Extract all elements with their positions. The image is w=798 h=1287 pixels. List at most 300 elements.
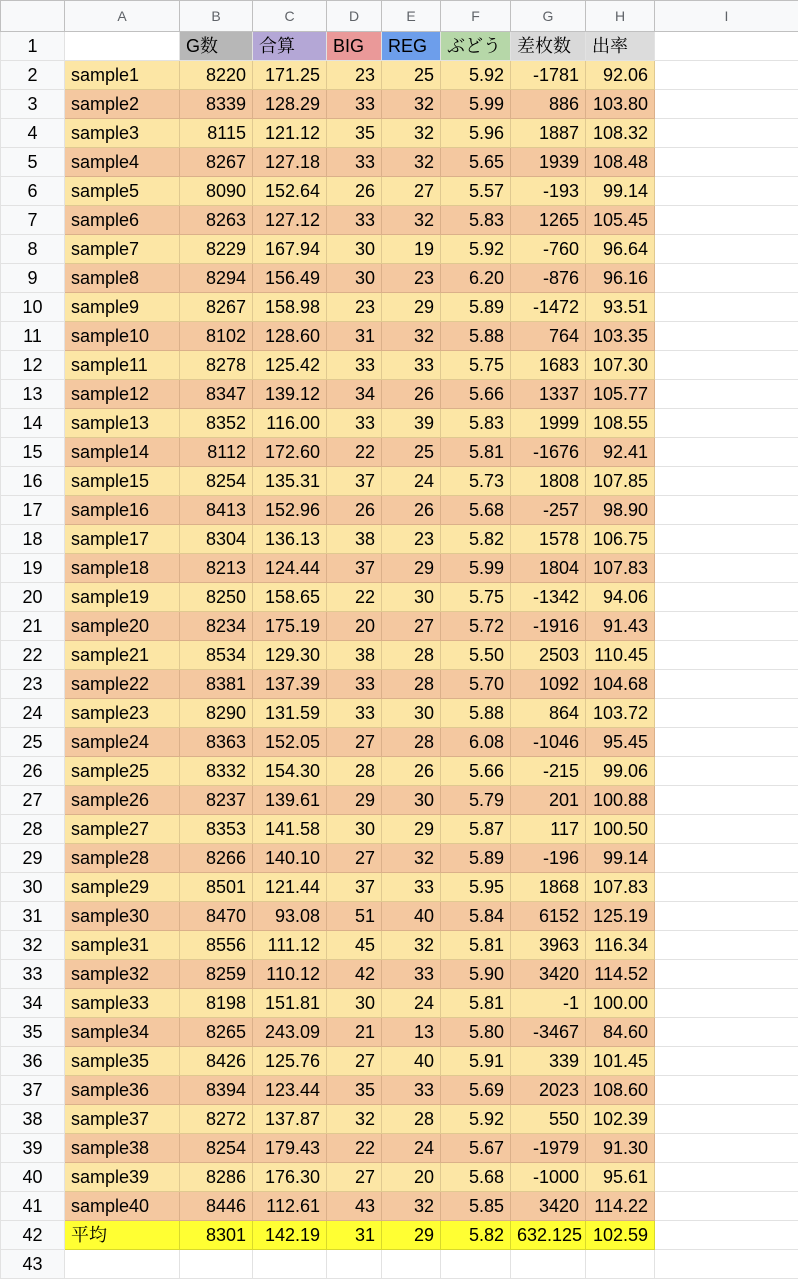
cell-payout[interactable]: 104.68 bbox=[586, 670, 655, 699]
cell-total[interactable]: 179.43 bbox=[253, 1134, 327, 1163]
cell-empty[interactable] bbox=[655, 641, 798, 670]
cell-empty[interactable] bbox=[655, 1192, 798, 1221]
cell-budou[interactable]: 5.68 bbox=[441, 1163, 511, 1192]
cell-payout[interactable]: 108.48 bbox=[586, 148, 655, 177]
cell-g-count[interactable]: 8556 bbox=[180, 931, 253, 960]
cell-total[interactable]: 137.39 bbox=[253, 670, 327, 699]
cell-difference[interactable]: -1781 bbox=[511, 61, 586, 90]
row-header[interactable]: 33 bbox=[1, 960, 65, 989]
cell-empty[interactable] bbox=[655, 583, 798, 612]
row-header[interactable]: 1 bbox=[1, 32, 65, 61]
cell-empty[interactable] bbox=[655, 757, 798, 786]
cell-total[interactable]: 112.61 bbox=[253, 1192, 327, 1221]
cell-reg[interactable]: 23 bbox=[382, 264, 441, 293]
row-header[interactable]: 24 bbox=[1, 699, 65, 728]
cell-empty[interactable] bbox=[511, 1250, 586, 1279]
cell-name[interactable]: sample12 bbox=[65, 380, 180, 409]
row-header[interactable]: 32 bbox=[1, 931, 65, 960]
cell-big[interactable]: 42 bbox=[327, 960, 382, 989]
cell-g-count[interactable]: 8286 bbox=[180, 1163, 253, 1192]
cell-reg[interactable]: 29 bbox=[382, 1221, 441, 1250]
cell-g-count[interactable]: 8263 bbox=[180, 206, 253, 235]
cell-big[interactable]: 35 bbox=[327, 119, 382, 148]
cell-reg[interactable]: 28 bbox=[382, 670, 441, 699]
cell-difference[interactable]: 1887 bbox=[511, 119, 586, 148]
cell-g-count[interactable]: 8413 bbox=[180, 496, 253, 525]
cell-budou[interactable]: 5.95 bbox=[441, 873, 511, 902]
header-big[interactable]: BIG bbox=[327, 32, 382, 61]
cell-empty[interactable] bbox=[253, 1250, 327, 1279]
cell-payout[interactable]: 96.16 bbox=[586, 264, 655, 293]
row-header[interactable]: 27 bbox=[1, 786, 65, 815]
cell-difference[interactable]: -1676 bbox=[511, 438, 586, 467]
cell-budou[interactable]: 5.89 bbox=[441, 293, 511, 322]
cell-empty[interactable] bbox=[655, 1163, 798, 1192]
cell-reg[interactable]: 40 bbox=[382, 1047, 441, 1076]
cell-budou[interactable]: 5.73 bbox=[441, 467, 511, 496]
cell-budou[interactable]: 5.57 bbox=[441, 177, 511, 206]
cell-empty[interactable] bbox=[655, 119, 798, 148]
cell-reg[interactable]: 39 bbox=[382, 409, 441, 438]
row-header[interactable]: 40 bbox=[1, 1163, 65, 1192]
cell-big[interactable]: 27 bbox=[327, 1163, 382, 1192]
cell-empty[interactable] bbox=[655, 1047, 798, 1076]
column-header-a[interactable]: A bbox=[65, 1, 180, 32]
cell-reg[interactable]: 33 bbox=[382, 873, 441, 902]
cell-name[interactable]: sample6 bbox=[65, 206, 180, 235]
cell-difference[interactable]: 1337 bbox=[511, 380, 586, 409]
cell-empty[interactable] bbox=[655, 960, 798, 989]
cell-name[interactable]: sample33 bbox=[65, 989, 180, 1018]
cell-reg[interactable]: 30 bbox=[382, 699, 441, 728]
cell-payout[interactable]: 98.90 bbox=[586, 496, 655, 525]
cell-payout[interactable]: 114.52 bbox=[586, 960, 655, 989]
cell-reg[interactable]: 32 bbox=[382, 148, 441, 177]
cell-empty[interactable] bbox=[180, 1250, 253, 1279]
cell-budou[interactable]: 5.66 bbox=[441, 380, 511, 409]
cell-payout[interactable]: 108.55 bbox=[586, 409, 655, 438]
cell-big[interactable]: 31 bbox=[327, 1221, 382, 1250]
cell-total[interactable]: 175.19 bbox=[253, 612, 327, 641]
cell-name[interactable]: sample31 bbox=[65, 931, 180, 960]
cell-big[interactable]: 33 bbox=[327, 699, 382, 728]
cell-big[interactable]: 23 bbox=[327, 61, 382, 90]
cell-total[interactable]: 140.10 bbox=[253, 844, 327, 873]
cell-total[interactable]: 125.42 bbox=[253, 351, 327, 380]
cell-payout[interactable]: 110.45 bbox=[586, 641, 655, 670]
cell-big[interactable]: 31 bbox=[327, 322, 382, 351]
cell-g-count[interactable]: 8237 bbox=[180, 786, 253, 815]
cell-name[interactable]: sample14 bbox=[65, 438, 180, 467]
cell-total[interactable]: 127.12 bbox=[253, 206, 327, 235]
row-header[interactable]: 18 bbox=[1, 525, 65, 554]
cell-g-count[interactable]: 8304 bbox=[180, 525, 253, 554]
cell-empty[interactable] bbox=[655, 554, 798, 583]
cell-empty[interactable] bbox=[655, 1221, 798, 1250]
cell-payout[interactable]: 107.83 bbox=[586, 873, 655, 902]
header-budou[interactable]: ぶどう bbox=[441, 32, 511, 61]
cell-name[interactable]: sample3 bbox=[65, 119, 180, 148]
cell-total[interactable]: 142.19 bbox=[253, 1221, 327, 1250]
cell-budou[interactable]: 5.87 bbox=[441, 815, 511, 844]
cell-budou[interactable]: 5.69 bbox=[441, 1076, 511, 1105]
cell-reg[interactable]: 30 bbox=[382, 583, 441, 612]
cell-empty[interactable] bbox=[327, 1250, 382, 1279]
cell-empty[interactable] bbox=[655, 380, 798, 409]
row-header[interactable]: 12 bbox=[1, 351, 65, 380]
cell-total[interactable]: 131.59 bbox=[253, 699, 327, 728]
cell-payout[interactable]: 103.35 bbox=[586, 322, 655, 351]
row-header[interactable]: 7 bbox=[1, 206, 65, 235]
cell-g-count[interactable]: 8353 bbox=[180, 815, 253, 844]
cell-total[interactable]: 156.49 bbox=[253, 264, 327, 293]
cell-difference[interactable]: 2503 bbox=[511, 641, 586, 670]
column-header-f[interactable]: F bbox=[441, 1, 511, 32]
cell-empty[interactable] bbox=[441, 1250, 511, 1279]
cell-difference[interactable]: 886 bbox=[511, 90, 586, 119]
cell-total[interactable]: 243.09 bbox=[253, 1018, 327, 1047]
cell-payout[interactable]: 102.59 bbox=[586, 1221, 655, 1250]
cell-big[interactable]: 32 bbox=[327, 1105, 382, 1134]
cell-name[interactable]: 平均 bbox=[65, 1221, 180, 1250]
cell-difference[interactable]: 1939 bbox=[511, 148, 586, 177]
cell-big[interactable]: 43 bbox=[327, 1192, 382, 1221]
cell-g-count[interactable]: 8381 bbox=[180, 670, 253, 699]
cell-g-count[interactable]: 8198 bbox=[180, 989, 253, 1018]
cell-reg[interactable]: 25 bbox=[382, 438, 441, 467]
cell-g-count[interactable]: 8347 bbox=[180, 380, 253, 409]
cell-difference[interactable]: -3467 bbox=[511, 1018, 586, 1047]
cell-total[interactable]: 111.12 bbox=[253, 931, 327, 960]
cell-budou[interactable]: 5.65 bbox=[441, 148, 511, 177]
cell-name[interactable]: sample15 bbox=[65, 467, 180, 496]
cell-big[interactable]: 30 bbox=[327, 815, 382, 844]
cell-reg[interactable]: 26 bbox=[382, 757, 441, 786]
cell-empty[interactable] bbox=[655, 525, 798, 554]
cell-reg[interactable]: 32 bbox=[382, 844, 441, 873]
row-header[interactable]: 4 bbox=[1, 119, 65, 148]
cell-budou[interactable]: 5.82 bbox=[441, 525, 511, 554]
cell-total[interactable]: 141.58 bbox=[253, 815, 327, 844]
cell-name[interactable]: sample9 bbox=[65, 293, 180, 322]
cell-name[interactable]: sample17 bbox=[65, 525, 180, 554]
cell-payout[interactable]: 107.30 bbox=[586, 351, 655, 380]
cell-reg[interactable]: 27 bbox=[382, 177, 441, 206]
cell-payout[interactable]: 93.51 bbox=[586, 293, 655, 322]
cell-difference[interactable]: -215 bbox=[511, 757, 586, 786]
cell-empty[interactable] bbox=[655, 728, 798, 757]
column-header-i[interactable]: I bbox=[655, 1, 798, 32]
cell-payout[interactable]: 99.14 bbox=[586, 844, 655, 873]
cell-name[interactable]: sample16 bbox=[65, 496, 180, 525]
cell-name[interactable]: sample1 bbox=[65, 61, 180, 90]
cell-budou[interactable]: 5.80 bbox=[441, 1018, 511, 1047]
cell-reg[interactable]: 28 bbox=[382, 641, 441, 670]
row-header[interactable]: 23 bbox=[1, 670, 65, 699]
cell-name[interactable]: sample37 bbox=[65, 1105, 180, 1134]
cell-g-count[interactable]: 8213 bbox=[180, 554, 253, 583]
cell-name[interactable]: sample20 bbox=[65, 612, 180, 641]
cell-payout[interactable]: 91.43 bbox=[586, 612, 655, 641]
row-header[interactable]: 14 bbox=[1, 409, 65, 438]
cell-reg[interactable]: 32 bbox=[382, 206, 441, 235]
cell-reg[interactable]: 13 bbox=[382, 1018, 441, 1047]
cell-g-count[interactable]: 8446 bbox=[180, 1192, 253, 1221]
row-header[interactable]: 38 bbox=[1, 1105, 65, 1134]
cell-total[interactable]: 158.65 bbox=[253, 583, 327, 612]
cell-payout[interactable]: 100.88 bbox=[586, 786, 655, 815]
cell-name[interactable]: sample5 bbox=[65, 177, 180, 206]
cell-budou[interactable]: 5.88 bbox=[441, 699, 511, 728]
cell-g-count[interactable]: 8278 bbox=[180, 351, 253, 380]
cell-difference[interactable]: 1578 bbox=[511, 525, 586, 554]
cell-payout[interactable]: 125.19 bbox=[586, 902, 655, 931]
cell-reg[interactable]: 20 bbox=[382, 1163, 441, 1192]
cell-total[interactable]: 137.87 bbox=[253, 1105, 327, 1134]
cell-total[interactable]: 167.94 bbox=[253, 235, 327, 264]
cell-empty[interactable] bbox=[655, 293, 798, 322]
row-header[interactable]: 17 bbox=[1, 496, 65, 525]
cell-budou[interactable]: 5.85 bbox=[441, 1192, 511, 1221]
cell-budou[interactable]: 5.96 bbox=[441, 119, 511, 148]
row-header[interactable]: 10 bbox=[1, 293, 65, 322]
row-header[interactable]: 13 bbox=[1, 380, 65, 409]
cell-total[interactable]: 124.44 bbox=[253, 554, 327, 583]
cell-big[interactable]: 29 bbox=[327, 786, 382, 815]
cell-payout[interactable]: 114.22 bbox=[586, 1192, 655, 1221]
cell-payout[interactable]: 103.80 bbox=[586, 90, 655, 119]
cell-name[interactable]: sample18 bbox=[65, 554, 180, 583]
cell-big[interactable]: 28 bbox=[327, 757, 382, 786]
cell-total[interactable]: 158.98 bbox=[253, 293, 327, 322]
cell-budou[interactable]: 6.20 bbox=[441, 264, 511, 293]
cell-difference[interactable]: 201 bbox=[511, 786, 586, 815]
cell-payout[interactable]: 116.34 bbox=[586, 931, 655, 960]
cell-total[interactable]: 152.96 bbox=[253, 496, 327, 525]
cell-big[interactable]: 33 bbox=[327, 351, 382, 380]
cell-g-count[interactable]: 8267 bbox=[180, 293, 253, 322]
cell-difference[interactable]: -876 bbox=[511, 264, 586, 293]
cell-budou[interactable]: 5.99 bbox=[441, 554, 511, 583]
cell-name[interactable]: sample32 bbox=[65, 960, 180, 989]
cell-difference[interactable]: -1046 bbox=[511, 728, 586, 757]
cell-g-count[interactable]: 8090 bbox=[180, 177, 253, 206]
cell-budou[interactable]: 5.83 bbox=[441, 409, 511, 438]
cell-g-count[interactable]: 8272 bbox=[180, 1105, 253, 1134]
cell-g-count[interactable]: 8363 bbox=[180, 728, 253, 757]
cell-budou[interactable]: 5.84 bbox=[441, 902, 511, 931]
cell-reg[interactable]: 32 bbox=[382, 119, 441, 148]
cell-name[interactable]: sample8 bbox=[65, 264, 180, 293]
cell-difference[interactable]: -1979 bbox=[511, 1134, 586, 1163]
cell-difference[interactable]: 864 bbox=[511, 699, 586, 728]
cell-empty[interactable] bbox=[655, 438, 798, 467]
row-header[interactable]: 15 bbox=[1, 438, 65, 467]
row-header[interactable]: 21 bbox=[1, 612, 65, 641]
cell-name[interactable]: sample35 bbox=[65, 1047, 180, 1076]
row-header[interactable]: 22 bbox=[1, 641, 65, 670]
cell-total[interactable]: 171.25 bbox=[253, 61, 327, 90]
cell-name[interactable]: sample22 bbox=[65, 670, 180, 699]
header-reg[interactable]: REG bbox=[382, 32, 441, 61]
cell-empty[interactable] bbox=[655, 873, 798, 902]
cell-empty[interactable] bbox=[655, 1134, 798, 1163]
cell-empty[interactable] bbox=[655, 1105, 798, 1134]
cell-payout[interactable]: 108.60 bbox=[586, 1076, 655, 1105]
cell-payout[interactable]: 95.45 bbox=[586, 728, 655, 757]
cell-difference[interactable]: 3420 bbox=[511, 960, 586, 989]
cell-budou[interactable]: 5.89 bbox=[441, 844, 511, 873]
cell-total[interactable]: 128.29 bbox=[253, 90, 327, 119]
row-header[interactable]: 43 bbox=[1, 1250, 65, 1279]
cell-big[interactable]: 37 bbox=[327, 467, 382, 496]
cell-g-count[interactable]: 8332 bbox=[180, 757, 253, 786]
cell-difference[interactable]: 3420 bbox=[511, 1192, 586, 1221]
cell-empty[interactable] bbox=[655, 612, 798, 641]
cell-empty[interactable] bbox=[655, 32, 798, 61]
cell-difference[interactable]: 1683 bbox=[511, 351, 586, 380]
cell-difference[interactable]: -1342 bbox=[511, 583, 586, 612]
cell-g-count[interactable]: 8250 bbox=[180, 583, 253, 612]
cell-g-count[interactable]: 8115 bbox=[180, 119, 253, 148]
cell-reg[interactable]: 19 bbox=[382, 235, 441, 264]
cell-difference[interactable]: 1999 bbox=[511, 409, 586, 438]
row-header[interactable]: 8 bbox=[1, 235, 65, 264]
column-header-d[interactable]: D bbox=[327, 1, 382, 32]
column-header-e[interactable]: E bbox=[382, 1, 441, 32]
cell-big[interactable]: 30 bbox=[327, 235, 382, 264]
cell-big[interactable]: 30 bbox=[327, 989, 382, 1018]
cell-name[interactable]: sample27 bbox=[65, 815, 180, 844]
row-header[interactable]: 39 bbox=[1, 1134, 65, 1163]
cell-empty[interactable] bbox=[655, 786, 798, 815]
cell-big[interactable]: 27 bbox=[327, 844, 382, 873]
row-header[interactable]: 26 bbox=[1, 757, 65, 786]
cell-empty[interactable] bbox=[655, 90, 798, 119]
cell-name[interactable]: sample36 bbox=[65, 1076, 180, 1105]
cell-g-count[interactable]: 8352 bbox=[180, 409, 253, 438]
cell-total[interactable]: 123.44 bbox=[253, 1076, 327, 1105]
cell-reg[interactable]: 30 bbox=[382, 786, 441, 815]
cell-budou[interactable]: 5.68 bbox=[441, 496, 511, 525]
cell-total[interactable]: 139.61 bbox=[253, 786, 327, 815]
cell-payout[interactable]: 105.77 bbox=[586, 380, 655, 409]
cell-total[interactable]: 152.64 bbox=[253, 177, 327, 206]
select-all-corner[interactable] bbox=[1, 1, 65, 32]
cell-big[interactable]: 51 bbox=[327, 902, 382, 931]
cell-difference[interactable]: 2023 bbox=[511, 1076, 586, 1105]
cell-name[interactable]: sample7 bbox=[65, 235, 180, 264]
cell-big[interactable]: 35 bbox=[327, 1076, 382, 1105]
cell-difference[interactable]: 1868 bbox=[511, 873, 586, 902]
cell-name[interactable]: sample38 bbox=[65, 1134, 180, 1163]
row-header[interactable]: 35 bbox=[1, 1018, 65, 1047]
cell-empty[interactable] bbox=[382, 1250, 441, 1279]
cell-name[interactable]: sample13 bbox=[65, 409, 180, 438]
cell-budou[interactable]: 5.75 bbox=[441, 351, 511, 380]
cell-difference[interactable]: 550 bbox=[511, 1105, 586, 1134]
cell-g-count[interactable]: 8394 bbox=[180, 1076, 253, 1105]
cell-empty[interactable] bbox=[655, 815, 798, 844]
cell-budou[interactable]: 5.91 bbox=[441, 1047, 511, 1076]
cell-g-count[interactable]: 8259 bbox=[180, 960, 253, 989]
cell-budou[interactable]: 5.92 bbox=[441, 235, 511, 264]
cell-big[interactable]: 27 bbox=[327, 728, 382, 757]
cell-payout[interactable]: 95.61 bbox=[586, 1163, 655, 1192]
cell-difference[interactable]: 1092 bbox=[511, 670, 586, 699]
cell-big[interactable]: 20 bbox=[327, 612, 382, 641]
cell-payout[interactable]: 102.39 bbox=[586, 1105, 655, 1134]
cell-empty[interactable] bbox=[655, 177, 798, 206]
cell-empty[interactable] bbox=[655, 699, 798, 728]
cell-big[interactable]: 45 bbox=[327, 931, 382, 960]
cell-reg[interactable]: 24 bbox=[382, 989, 441, 1018]
cell-payout[interactable]: 100.00 bbox=[586, 989, 655, 1018]
cell-g-count[interactable]: 8290 bbox=[180, 699, 253, 728]
cell-total[interactable]: 121.12 bbox=[253, 119, 327, 148]
cell-budou[interactable]: 5.81 bbox=[441, 438, 511, 467]
row-header[interactable]: 42 bbox=[1, 1221, 65, 1250]
cell-g-count[interactable]: 8112 bbox=[180, 438, 253, 467]
cell-difference[interactable]: 3963 bbox=[511, 931, 586, 960]
cell-empty[interactable] bbox=[655, 61, 798, 90]
cell-total[interactable]: 176.30 bbox=[253, 1163, 327, 1192]
cell-g-count[interactable]: 8220 bbox=[180, 61, 253, 90]
cell-budou[interactable]: 5.92 bbox=[441, 1105, 511, 1134]
cell-difference[interactable]: -760 bbox=[511, 235, 586, 264]
cell-empty[interactable] bbox=[655, 409, 798, 438]
cell-budou[interactable]: 5.81 bbox=[441, 989, 511, 1018]
cell-name[interactable]: sample26 bbox=[65, 786, 180, 815]
cell-payout[interactable]: 100.50 bbox=[586, 815, 655, 844]
cell-g-count[interactable]: 8229 bbox=[180, 235, 253, 264]
cell-reg[interactable]: 26 bbox=[382, 380, 441, 409]
cell-payout[interactable]: 92.41 bbox=[586, 438, 655, 467]
cell-reg[interactable]: 29 bbox=[382, 815, 441, 844]
cell-budou[interactable]: 5.81 bbox=[441, 931, 511, 960]
cell-g-count[interactable]: 8301 bbox=[180, 1221, 253, 1250]
cell-empty[interactable] bbox=[655, 264, 798, 293]
row-header[interactable]: 25 bbox=[1, 728, 65, 757]
row-header[interactable]: 20 bbox=[1, 583, 65, 612]
cell-big[interactable]: 22 bbox=[327, 1134, 382, 1163]
cell-reg[interactable]: 32 bbox=[382, 1192, 441, 1221]
cell-difference[interactable]: 339 bbox=[511, 1047, 586, 1076]
cell-big[interactable]: 21 bbox=[327, 1018, 382, 1047]
cell-budou[interactable]: 5.83 bbox=[441, 206, 511, 235]
cell-name[interactable]: sample40 bbox=[65, 1192, 180, 1221]
row-header[interactable]: 2 bbox=[1, 61, 65, 90]
row-header[interactable]: 3 bbox=[1, 90, 65, 119]
cell-reg[interactable]: 25 bbox=[382, 61, 441, 90]
cell-big[interactable]: 26 bbox=[327, 177, 382, 206]
cell-g-count[interactable]: 8102 bbox=[180, 322, 253, 351]
cell-payout[interactable]: 94.06 bbox=[586, 583, 655, 612]
row-header[interactable]: 29 bbox=[1, 844, 65, 873]
cell-payout[interactable]: 91.30 bbox=[586, 1134, 655, 1163]
cell-g-count[interactable]: 8534 bbox=[180, 641, 253, 670]
cell-empty[interactable] bbox=[655, 670, 798, 699]
cell-empty[interactable] bbox=[655, 351, 798, 380]
row-header[interactable]: 31 bbox=[1, 902, 65, 931]
cell-empty[interactable] bbox=[586, 1250, 655, 1279]
cell-budou[interactable]: 5.82 bbox=[441, 1221, 511, 1250]
cell-empty[interactable] bbox=[655, 322, 798, 351]
cell-reg[interactable]: 24 bbox=[382, 1134, 441, 1163]
cell-total[interactable]: 152.05 bbox=[253, 728, 327, 757]
cell-difference[interactable]: -1916 bbox=[511, 612, 586, 641]
cell-name[interactable]: sample10 bbox=[65, 322, 180, 351]
